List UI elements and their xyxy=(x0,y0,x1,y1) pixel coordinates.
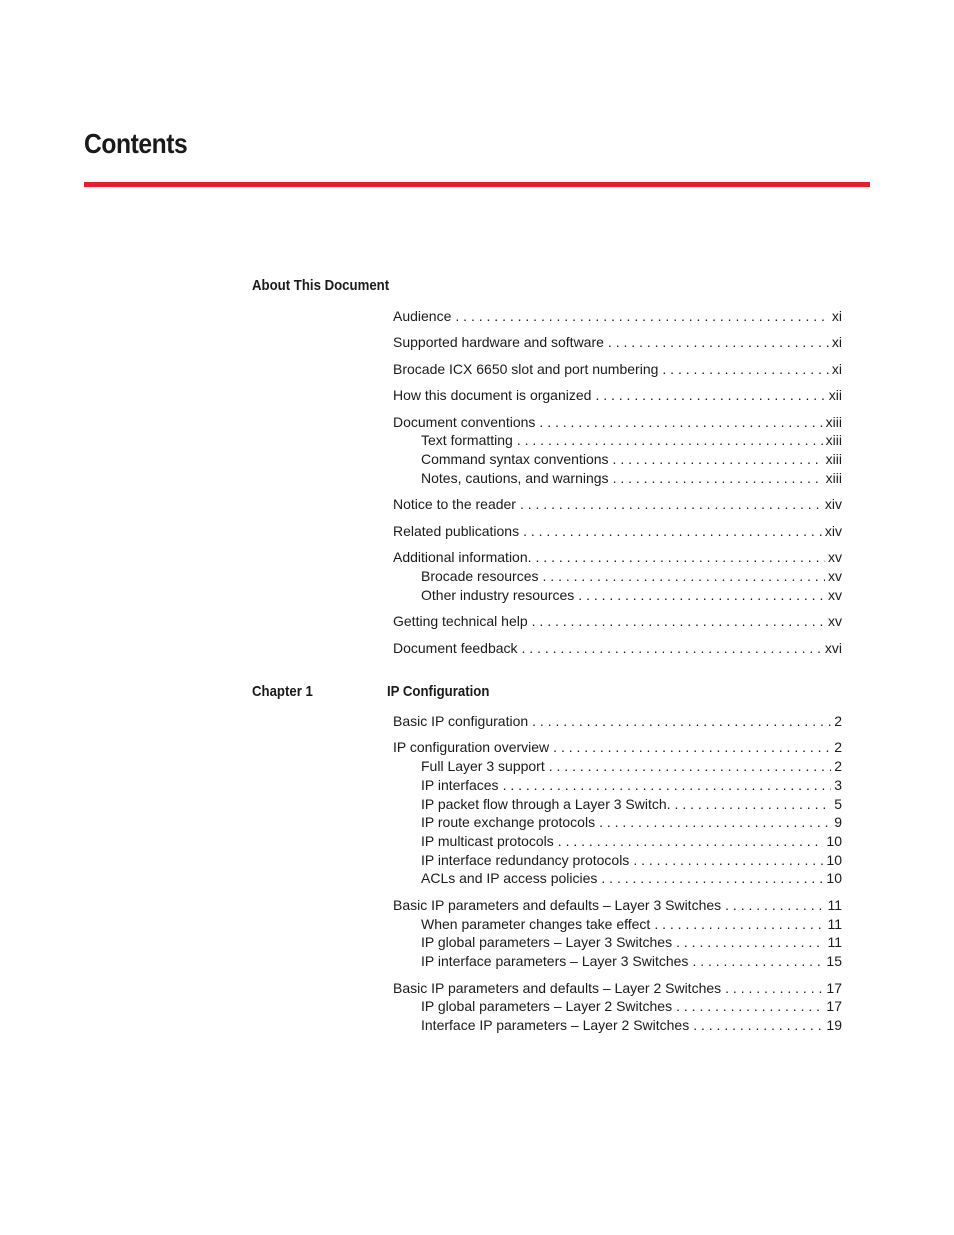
toc-entry[interactable] xyxy=(421,567,842,586)
toc-entry-title: Getting technical help xyxy=(393,613,528,629)
title-rule xyxy=(84,182,870,187)
toc-entry-title: Brocade resources xyxy=(421,568,539,584)
toc-dot-leader xyxy=(725,979,823,998)
section-heading-about: About This Document xyxy=(252,277,390,294)
toc-dot-leader xyxy=(595,386,825,405)
toc-entry-page: xv xyxy=(828,613,842,629)
toc-entry-page: xvi xyxy=(824,640,842,656)
toc-dot-leader xyxy=(599,813,831,832)
toc-entry-title: Brocade ICX 6650 slot and port numbering xyxy=(393,361,659,377)
toc-entry-page: 3 xyxy=(834,777,842,793)
toc-dot-leader xyxy=(608,333,829,352)
toc-entry[interactable] xyxy=(393,548,842,567)
toc-entry-title: IP route exchange protocols xyxy=(421,814,596,830)
page-title: Contents xyxy=(84,128,188,159)
toc-entry[interactable] xyxy=(421,450,842,469)
toc-entry-page: xiii xyxy=(825,470,842,486)
toc-dot-leader xyxy=(523,522,822,541)
toc-entry-title: ACLs and IP access policies xyxy=(421,870,598,886)
toc-entry-page: 10 xyxy=(826,852,842,868)
toc-dot-leader xyxy=(692,952,823,971)
toc-entry-title: Document conventions xyxy=(393,414,536,430)
toc-entry-page: 2 xyxy=(834,713,842,729)
toc-entry-title: IP global parameters – Layer 2 Switches xyxy=(421,998,673,1014)
toc-entry-page: 2 xyxy=(834,758,842,774)
toc-dot-leader xyxy=(536,548,825,567)
toc-entry-page: 11 xyxy=(827,934,842,950)
toc-dot-leader xyxy=(532,712,831,731)
toc-entry-page: xv xyxy=(828,549,842,565)
toc-dot-leader xyxy=(517,431,823,450)
toc-dot-leader xyxy=(725,896,824,915)
toc-entry-page: xiii xyxy=(825,451,842,467)
toc-dot-leader xyxy=(553,738,831,757)
toc-entry-title: How this document is organized xyxy=(393,387,592,403)
toc-entry[interactable] xyxy=(393,712,842,731)
toc-dot-leader xyxy=(549,757,831,776)
toc-entry-title: Text formatting xyxy=(421,432,513,448)
toc-dot-leader xyxy=(676,997,823,1016)
toc-entry[interactable] xyxy=(421,795,842,814)
toc-entry-title: Command syntax conventions xyxy=(421,451,609,467)
toc-entry-page: 11 xyxy=(827,897,842,913)
toc-dot-leader xyxy=(532,612,825,631)
toc-entry[interactable] xyxy=(421,869,842,888)
toc-entry[interactable] xyxy=(393,495,842,514)
toc-entry-page: xi xyxy=(831,308,842,324)
toc-entry[interactable] xyxy=(421,997,842,1016)
toc-entry-page: xi xyxy=(831,334,842,350)
toc-entry-title: Basic IP parameters and defaults – Layer 2 Switches xyxy=(393,980,722,996)
toc-entry[interactable] xyxy=(393,386,842,405)
toc-dot-leader xyxy=(601,869,823,888)
toc-dot-leader xyxy=(539,413,822,432)
toc-entry[interactable] xyxy=(393,896,842,915)
toc-entry[interactable] xyxy=(421,1016,842,1035)
toc-entry[interactable] xyxy=(393,360,842,379)
toc-dot-leader xyxy=(675,795,832,814)
toc-entry[interactable] xyxy=(393,979,842,998)
toc-entry-title: Audience xyxy=(393,308,452,324)
toc-entry-title: Supported hardware and software xyxy=(393,334,604,350)
toc-entry-page: 10 xyxy=(826,833,842,849)
toc-entry-title: Interface IP parameters – Layer 2 Switches xyxy=(421,1017,690,1033)
toc-entry-page: xiii xyxy=(825,414,842,430)
toc-entry[interactable] xyxy=(421,851,842,870)
toc-entry-title: IP multicast protocols xyxy=(421,833,554,849)
toc-entry-title: Related publications xyxy=(393,523,520,539)
toc-entry-title: Basic IP parameters and defaults – Layer 3 Switches xyxy=(393,897,722,913)
toc-entry[interactable] xyxy=(393,333,842,352)
toc-entry-page: 17 xyxy=(826,998,842,1014)
toc-entry-title: Document feedback xyxy=(393,640,518,656)
chapter-label: Chapter 1 xyxy=(252,683,313,700)
toc-entry[interactable] xyxy=(393,307,842,326)
toc-entry-title: Additional information. xyxy=(393,549,532,565)
toc-entry-title: IP global parameters – Layer 3 Switches xyxy=(421,934,673,950)
toc-dot-leader xyxy=(455,307,828,326)
toc-entry[interactable] xyxy=(393,612,842,631)
toc-dot-leader xyxy=(676,933,824,952)
toc-entry-title: Other industry resources xyxy=(421,587,575,603)
toc-entry-page: 10 xyxy=(826,870,842,886)
toc-entry-title: IP interfaces xyxy=(421,777,499,793)
toc-entry-page: 19 xyxy=(826,1017,842,1033)
toc-entry[interactable] xyxy=(421,431,842,450)
toc-entry-page: 9 xyxy=(834,814,842,830)
toc-entry[interactable] xyxy=(421,915,842,934)
toc-dot-leader xyxy=(633,851,823,870)
toc-dot-leader xyxy=(654,915,824,934)
toc-dot-leader xyxy=(613,469,823,488)
toc-dot-leader xyxy=(693,1016,823,1035)
toc-entry-title: Notes, cautions, and warnings xyxy=(421,470,609,486)
toc-entry-page: 15 xyxy=(826,953,842,969)
chapter-title: IP Configuration xyxy=(387,683,490,700)
toc-entry-page: xii xyxy=(828,387,842,403)
toc-dot-leader xyxy=(578,586,825,605)
toc-entry[interactable] xyxy=(421,952,842,971)
toc-entry-title: IP packet flow through a Layer 3 Switch. xyxy=(421,796,671,812)
toc-entry-page: xiv xyxy=(824,496,842,512)
toc-entry-title: Full Layer 3 support xyxy=(421,758,545,774)
toc-entry[interactable] xyxy=(421,933,842,952)
toc-entry-page: 5 xyxy=(834,796,842,812)
toc-dot-leader xyxy=(543,567,825,586)
toc-entry-title: Basic IP configuration xyxy=(393,713,529,729)
toc-entry-page: 11 xyxy=(827,916,842,932)
toc-entry[interactable] xyxy=(393,738,842,757)
toc-entry-page: 17 xyxy=(826,980,842,996)
toc-entry-page: xv xyxy=(828,587,842,603)
toc-dot-leader xyxy=(662,360,828,379)
toc-entry[interactable] xyxy=(421,776,842,795)
toc-entry-page: xv xyxy=(828,568,842,584)
toc-entry[interactable] xyxy=(421,813,842,832)
toc-entry[interactable] xyxy=(421,832,842,851)
toc-entry[interactable] xyxy=(393,413,842,432)
toc-entry-title: IP interface parameters – Layer 3 Switches xyxy=(421,953,689,969)
toc-entry-title: When parameter changes take effect xyxy=(421,916,651,932)
toc-entry[interactable] xyxy=(421,586,842,605)
toc-entry[interactable] xyxy=(393,522,842,541)
toc-dot-leader xyxy=(613,450,823,469)
toc-entry-title: IP configuration overview xyxy=(393,739,550,755)
toc-entry-page: xiv xyxy=(824,523,842,539)
toc-dot-leader xyxy=(520,495,822,514)
toc-entry[interactable] xyxy=(421,757,842,776)
toc-entry-page: xiii xyxy=(825,432,842,448)
toc-dot-leader xyxy=(558,832,824,851)
toc-entry[interactable] xyxy=(421,469,842,488)
toc-dot-leader xyxy=(503,776,832,795)
toc-entry-title: Notice to the reader xyxy=(393,496,516,512)
toc-entry-title: IP interface redundancy protocols xyxy=(421,852,630,868)
toc-dot-leader xyxy=(522,639,822,658)
toc-entry-page: 2 xyxy=(834,739,842,755)
toc-entry[interactable] xyxy=(393,639,842,658)
toc-entry-page: xi xyxy=(831,361,842,377)
